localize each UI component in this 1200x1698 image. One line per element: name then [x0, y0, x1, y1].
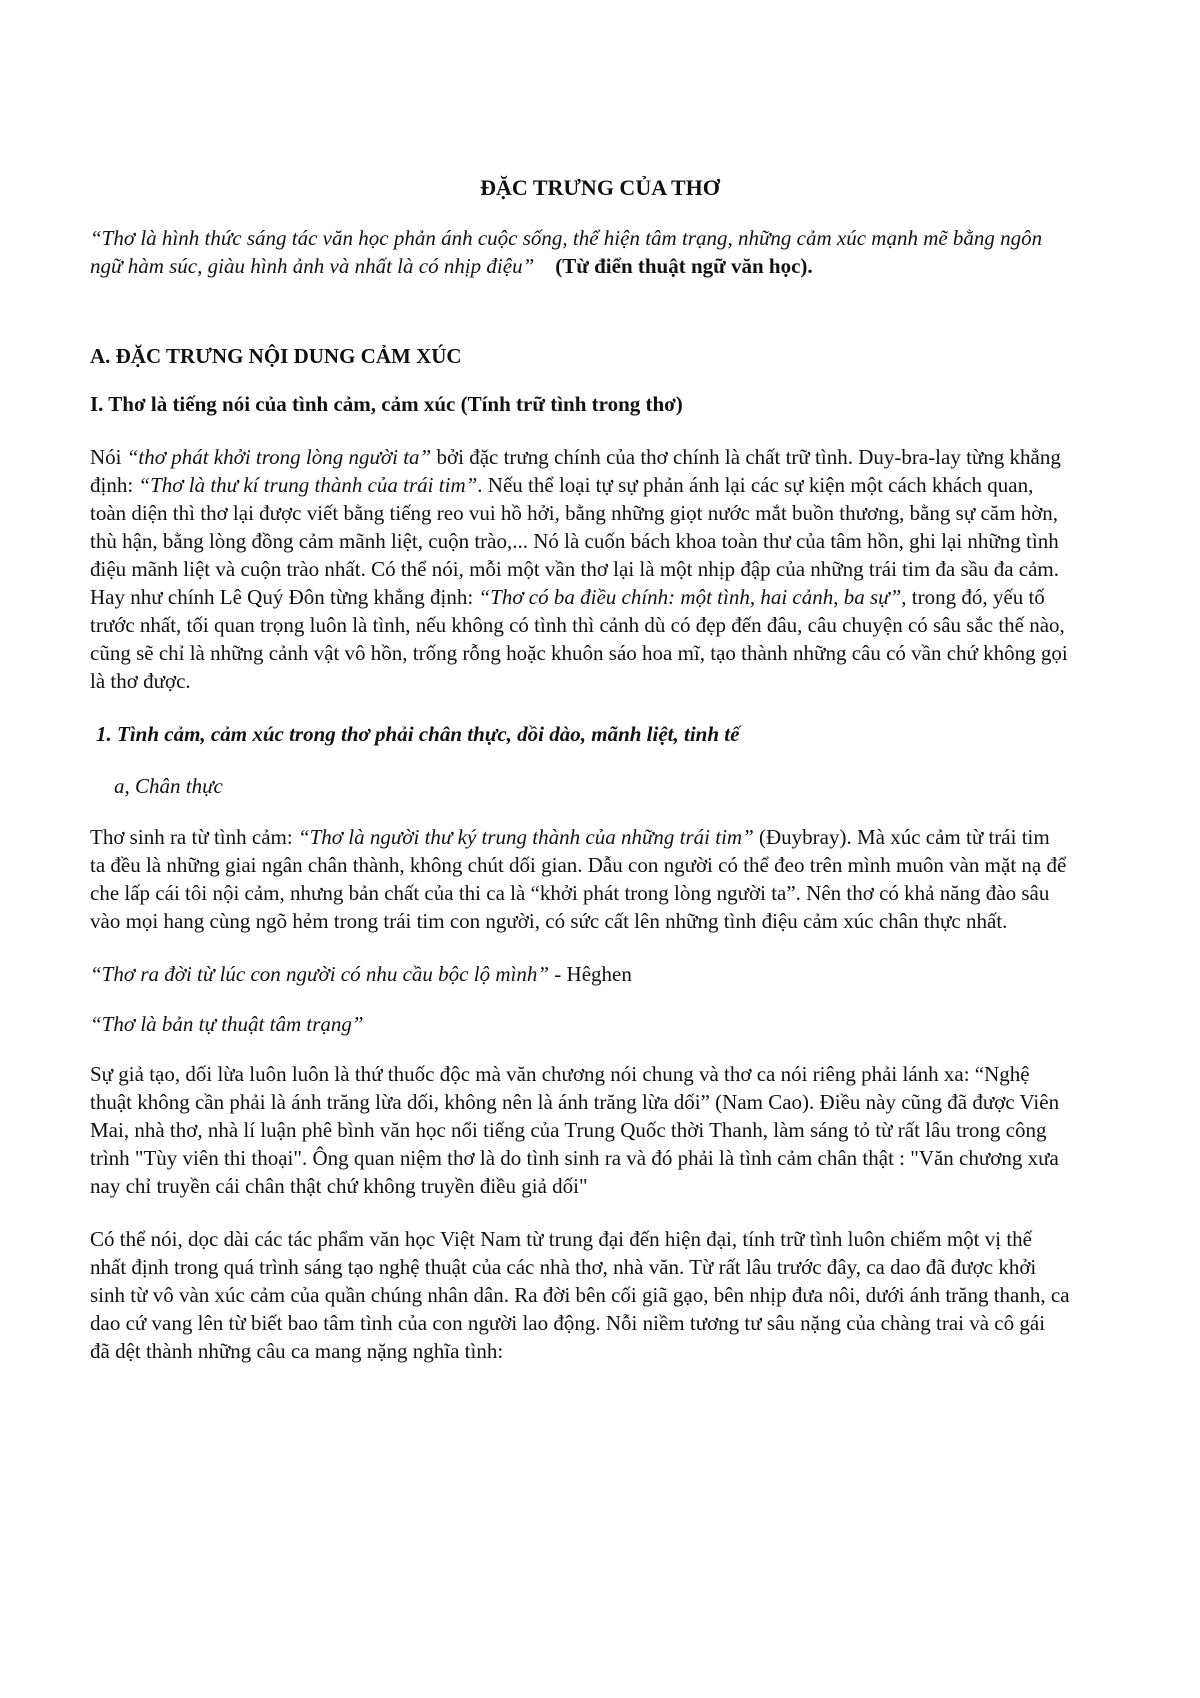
paragraph-2-text-1: Thơ sinh ra từ tình cảm:: [90, 825, 298, 849]
paragraph-1-text-4: , trong đó, yếu tố trước nhất, tối quan trọng luôn là tình, nếu không có tình thì cảnh dù có đẹp đến đâu, câu chuyện có sâu sắc thế nào, cũng sẽ chỉ là những cảnh vật vô hồn, trống rỗng hoặc khuôn sáo hoa mĩ, tạo thành những câu có vần chứ không gọi là thơ được.: [90, 585, 1068, 693]
quote-line-2: [90, 1010, 1070, 1038]
paragraph-1: [90, 443, 1070, 695]
paragraph-1-text-2: bởi đặc trưng chính của thơ chính là chất trữ tình. Duy-bra-lay từng khẳng định:: [90, 445, 1061, 497]
paragraph-2: [90, 823, 1070, 935]
epigraph-quote: “Thơ là hình thức sáng tác văn học phản ánh cuộc sống, thể hiện tâm trạng, những cảm xúc mạnh mẽ bằng ngôn ngữ hàm súc, giàu hình ảnh và nhất là có nhịp điệu”: [90, 226, 1043, 278]
subheading-a: a, Chân thực: [114, 774, 223, 798]
paragraph-3: Sự giả tạo, dối lừa luôn luôn là thứ thuốc độc mà văn chương nói chung và thơ ca nói riêng phải lánh xa: “Nghệ thuật không cần phải là ánh trăng lừa dối, không nên là ánh trăng lừa dối” (Nam Cao). Điều này cũng đã được Viên Mai, nhà thơ, nhà lí luận phê bình văn học nổi tiếng của Trung Quốc thời Thanh, làm sáng tỏ từ rất lâu trong công trình "Tùy viên thi thoại". Ông quan niệm thơ là do tình sinh ra và đó phải là tình cảm chân thật : "Văn chương xưa nay chỉ truyền cái chân thật chứ không truyền điều giả dối": [90, 1062, 1060, 1198]
epigraph: [90, 224, 1070, 280]
paragraph-2-text-2: (Đuybray). Mà xúc cảm từ trái tim ta đều là những giai ngân chân thành, không chút dối gian. Dẫu con người có thể đeo trên mình muôn vàn mặt nạ để che lấp cái tôi nội cảm, nhưng bản chất của thi ca là “khởi phát trong lòng người ta”. Nên thơ có khả năng đào sâu vào mọi hang cùng ngõ hẻm trong trái tim con người, có sức cất lên những tình điệu cảm xúc chân thực nhất.: [90, 825, 1067, 933]
paragraph-1-text-3: . Nếu thể loại tự sự phản ánh lại các sự kiện một cách khách quan, toàn diện thì thơ lại được viết bằng tiếng reo vui hồ hởi, bằng những giọt nước mắt buồn thương, bằng sự căm hờn, thù hận, bằng lòng đồng cảm mãnh liệt, cuộn trào,... Nó là cuốn bách khoa toàn thư của tâm hồn, ghi lại những tình điệu mãnh liệt và cuộn trào nhất. Có thể nói, mỗi một vần thơ lại là một nhịp đập của những trái tim đa sầu đa cảm. Hay như chính Lê Quý Đôn từng khẳng định:: [90, 473, 1060, 609]
paragraph-1-quote-2: “Thơ là thư kí trung thành của trái tim”: [138, 473, 478, 497]
paragraph-2-quote-1: “Thơ là người thư ký trung thành của những trái tim”: [297, 825, 754, 849]
paragraph-4: Có thể nói, dọc dài các tác phẩm văn học Việt Nam từ trung đại đến hiện đại, tính trữ tình luôn chiếm một vị thế nhất định trong quá trình sáng tạo nghệ thuật của các nhà thơ, nhà văn. Từ rất lâu trước đây, ca dao đã được khởi sinh từ vô vàn xúc cảm của quần chúng nhân dân. Ra đời bên cối giã gạo, bên nhịp đưa nôi, dưới ánh trăng thanh, ca dao cứ vang lên từ biết bao tâm tình của con người lao động. Nỗi niềm tương tư sâu nặng của chàng trai và cô gái đã dệt thành những câu ca mang nặng nghĩa tình:: [90, 1227, 1070, 1363]
epigraph-source: (Từ điển thuật ngữ văn học).: [555, 254, 813, 278]
subheading-1: 1. Tình cảm, cảm xúc trong thơ phải chân thực, dồi dào, mãnh liệt, tinh tế: [96, 722, 740, 746]
quote-hegel: [90, 960, 1070, 988]
quote-hegel-author: - Hêghen: [549, 962, 632, 986]
paragraph-1-text-1: Nói: [90, 445, 127, 469]
paragraph-1-quote-3: “Thơ có ba điều chính: một tình, hai cảnh, ba sự”: [478, 585, 902, 609]
section-heading-a: A. ĐẶC TRƯNG NỘI DUNG CẢM XÚC: [90, 344, 462, 368]
page-title: ĐẶC TRƯNG CỦA THƠ: [480, 175, 720, 200]
quote-hegel-text: “Thơ ra đời từ lúc con người có nhu cầu bộc lộ mình”: [90, 962, 550, 986]
paragraph-1-quote-1: “thơ phát khởi trong lòng người ta”: [126, 445, 432, 469]
quote-line-2-text: “Thơ là bản tự thuật tâm trạng”: [90, 1012, 364, 1036]
section-heading-i: I. Thơ là tiếng nói của tình cảm, cảm xúc (Tính trữ tình trong thơ): [90, 392, 683, 416]
